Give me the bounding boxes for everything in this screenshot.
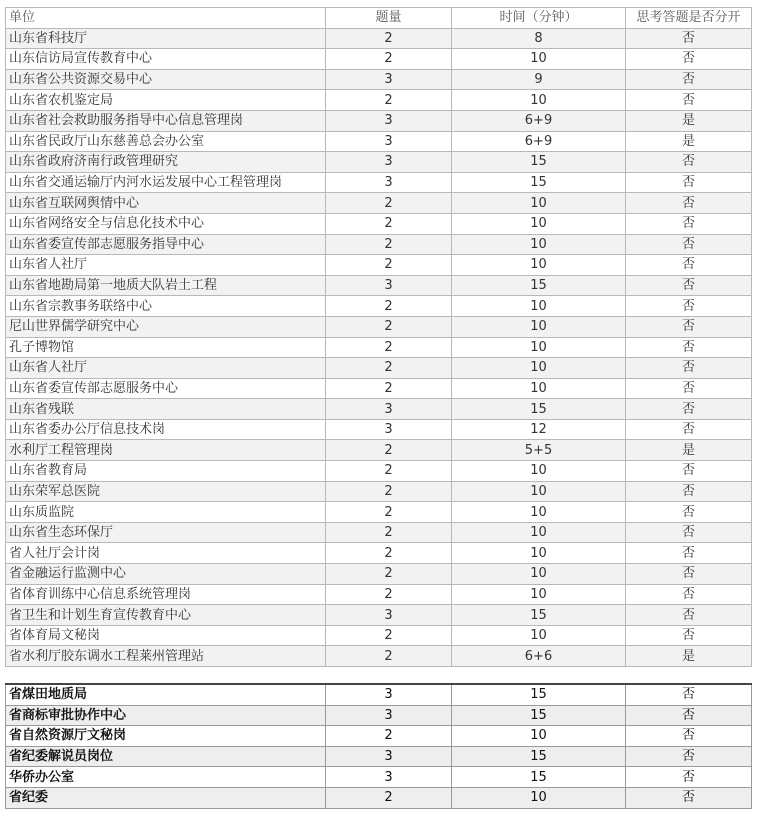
cell-questions: 2 <box>326 584 452 605</box>
cell-questions: 3 <box>326 746 452 767</box>
cell-split: 否 <box>626 275 752 296</box>
cell-unit: 华侨办公室 <box>6 767 326 788</box>
cell-split: 否 <box>626 584 752 605</box>
table-row <box>6 440 752 461</box>
cell-questions: 2 <box>326 90 452 111</box>
table-row <box>6 705 752 726</box>
cell-time: 8 <box>452 28 626 49</box>
cell-time: 10 <box>452 193 626 214</box>
cell-unit: 山东省交通运输厅内河水运发展中心工程管理岗 <box>6 172 326 193</box>
cell-time: 10 <box>452 584 626 605</box>
cell-unit: 山东省委宣传部志愿服务指导中心 <box>6 234 326 255</box>
cell-questions: 3 <box>326 419 452 440</box>
cell-unit: 山东省社会救助服务指导中心信息管理岗 <box>6 110 326 131</box>
cell-split: 否 <box>626 746 752 767</box>
cell-time: 6+9 <box>452 110 626 131</box>
cell-unit: 山东省科技厅 <box>6 28 326 49</box>
cell-time: 6+6 <box>452 646 626 667</box>
cell-unit: 山东省人社厅 <box>6 358 326 379</box>
table-row <box>6 605 752 626</box>
table-row <box>6 90 752 111</box>
cell-unit: 省自然资源厅文秘岗 <box>6 726 326 747</box>
table-row <box>6 584 752 605</box>
cell-time: 9 <box>452 69 626 90</box>
table-row <box>6 234 752 255</box>
cell-split: 否 <box>626 28 752 49</box>
cell-split: 否 <box>626 90 752 111</box>
cell-questions: 2 <box>326 337 452 358</box>
cell-questions: 3 <box>326 684 452 705</box>
table-row <box>6 543 752 564</box>
cell-questions: 3 <box>326 152 452 173</box>
cell-questions: 3 <box>326 275 452 296</box>
cell-unit: 山东省地勘局第一地质大队岩土工程 <box>6 275 326 296</box>
cell-questions: 2 <box>326 440 452 461</box>
cell-split: 否 <box>626 461 752 482</box>
cell-split: 否 <box>626 787 752 808</box>
cell-time: 15 <box>452 605 626 626</box>
table-row <box>6 461 752 482</box>
cell-unit: 山东省委宣传部志愿服务中心 <box>6 378 326 399</box>
cell-questions: 2 <box>326 213 452 234</box>
table-row <box>6 522 752 543</box>
cell-questions: 2 <box>326 378 452 399</box>
table-row <box>6 358 752 379</box>
cell-time: 10 <box>452 90 626 111</box>
cell-questions: 2 <box>326 787 452 808</box>
cell-split: 否 <box>626 767 752 788</box>
cell-time: 10 <box>452 49 626 70</box>
cell-questions: 3 <box>326 172 452 193</box>
table-row <box>6 275 752 296</box>
cell-time: 10 <box>452 461 626 482</box>
cell-questions: 2 <box>326 646 452 667</box>
cell-questions: 2 <box>326 502 452 523</box>
cell-split: 否 <box>626 625 752 646</box>
cell-unit: 山东信访局宣传教育中心 <box>6 49 326 70</box>
interview-table <box>5 7 752 667</box>
table-row <box>6 564 752 585</box>
cell-unit: 山东省残联 <box>6 399 326 420</box>
cell-split: 否 <box>626 69 752 90</box>
cell-unit: 山东荣军总医院 <box>6 481 326 502</box>
cell-questions: 2 <box>326 625 452 646</box>
cell-time: 5+5 <box>452 440 626 461</box>
interview-table-2 <box>5 683 752 809</box>
cell-questions: 2 <box>326 28 452 49</box>
cell-split: 是 <box>626 646 752 667</box>
cell-split: 否 <box>626 337 752 358</box>
cell-time: 10 <box>452 213 626 234</box>
cell-time: 10 <box>452 296 626 317</box>
cell-questions: 2 <box>326 564 452 585</box>
header-questions: 题量 <box>326 8 452 29</box>
cell-split: 是 <box>626 131 752 152</box>
table-row <box>6 213 752 234</box>
cell-unit: 省商标审批协作中心 <box>6 705 326 726</box>
table-row <box>6 746 752 767</box>
cell-time: 10 <box>452 481 626 502</box>
cell-questions: 2 <box>326 543 452 564</box>
cell-split: 否 <box>626 502 752 523</box>
cell-time: 10 <box>452 543 626 564</box>
cell-time: 10 <box>452 726 626 747</box>
cell-unit: 省水利厅胶东调水工程莱州管理站 <box>6 646 326 667</box>
cell-time: 15 <box>452 705 626 726</box>
cell-time: 15 <box>452 152 626 173</box>
cell-time: 15 <box>452 767 626 788</box>
table-row <box>6 767 752 788</box>
cell-unit: 山东省网络安全与信息化技术中心 <box>6 213 326 234</box>
cell-time: 10 <box>452 337 626 358</box>
cell-questions: 3 <box>326 110 452 131</box>
table-row <box>6 684 752 705</box>
cell-time: 10 <box>452 234 626 255</box>
table-row <box>6 49 752 70</box>
cell-unit: 山东省公共资源交易中心 <box>6 69 326 90</box>
cell-unit: 山东质监院 <box>6 502 326 523</box>
cell-questions: 2 <box>326 522 452 543</box>
cell-unit: 省体育局文秘岗 <box>6 625 326 646</box>
cell-unit: 省纪委 <box>6 787 326 808</box>
cell-questions: 2 <box>326 358 452 379</box>
cell-time: 15 <box>452 746 626 767</box>
cell-time: 15 <box>452 684 626 705</box>
table-row <box>6 172 752 193</box>
cell-unit: 孔子博物馆 <box>6 337 326 358</box>
table-row <box>6 502 752 523</box>
table-row <box>6 726 752 747</box>
table-row <box>6 787 752 808</box>
cell-time: 15 <box>452 172 626 193</box>
cell-split: 否 <box>626 255 752 276</box>
cell-questions: 3 <box>326 605 452 626</box>
cell-unit: 省金融运行监测中心 <box>6 564 326 585</box>
cell-unit: 省煤田地质局 <box>6 684 326 705</box>
cell-split: 否 <box>626 543 752 564</box>
header-unit: 单位 <box>6 8 326 29</box>
cell-time: 10 <box>452 358 626 379</box>
cell-split: 否 <box>626 172 752 193</box>
cell-split: 否 <box>626 705 752 726</box>
cell-split: 否 <box>626 726 752 747</box>
table-row <box>6 152 752 173</box>
cell-time: 15 <box>452 275 626 296</box>
cell-time: 10 <box>452 255 626 276</box>
cell-questions: 3 <box>326 69 452 90</box>
cell-questions: 2 <box>326 234 452 255</box>
cell-split: 否 <box>626 316 752 337</box>
cell-questions: 3 <box>326 399 452 420</box>
cell-split: 否 <box>626 296 752 317</box>
cell-unit: 尼山世界儒学研究中心 <box>6 316 326 337</box>
cell-unit: 山东省委办公厅信息技术岗 <box>6 419 326 440</box>
cell-unit: 山东省互联网舆情中心 <box>6 193 326 214</box>
table-row <box>6 419 752 440</box>
cell-questions: 3 <box>326 767 452 788</box>
table-row <box>6 378 752 399</box>
cell-time: 15 <box>452 399 626 420</box>
header-row <box>6 8 752 29</box>
cell-time: 10 <box>452 316 626 337</box>
cell-questions: 3 <box>326 131 452 152</box>
table-row <box>6 337 752 358</box>
cell-questions: 2 <box>326 49 452 70</box>
cell-questions: 2 <box>326 481 452 502</box>
cell-time: 10 <box>452 625 626 646</box>
cell-questions: 2 <box>326 316 452 337</box>
cell-unit: 山东省宗教事务联络中心 <box>6 296 326 317</box>
table-row <box>6 625 752 646</box>
table-row <box>6 296 752 317</box>
cell-questions: 2 <box>326 255 452 276</box>
cell-time: 12 <box>452 419 626 440</box>
header-time: 时间（分钟） <box>452 8 626 29</box>
cell-split: 否 <box>626 605 752 626</box>
cell-split: 是 <box>626 110 752 131</box>
cell-questions: 2 <box>326 193 452 214</box>
cell-split: 否 <box>626 213 752 234</box>
table-row <box>6 481 752 502</box>
table-row <box>6 28 752 49</box>
cell-split: 否 <box>626 419 752 440</box>
cell-split: 否 <box>626 522 752 543</box>
cell-split: 否 <box>626 481 752 502</box>
cell-time: 10 <box>452 502 626 523</box>
header-split: 思考答题是否分开 <box>626 8 752 29</box>
cell-questions: 3 <box>326 705 452 726</box>
cell-time: 10 <box>452 522 626 543</box>
table-row <box>6 193 752 214</box>
cell-unit: 山东省农机鉴定局 <box>6 90 326 111</box>
cell-unit: 山东省教育局 <box>6 461 326 482</box>
cell-unit: 山东省民政厅山东慈善总会办公室 <box>6 131 326 152</box>
cell-split: 是 <box>626 440 752 461</box>
cell-time: 10 <box>452 378 626 399</box>
table-row <box>6 316 752 337</box>
cell-split: 否 <box>626 234 752 255</box>
table-row <box>6 399 752 420</box>
cell-unit: 山东省生态环保厅 <box>6 522 326 543</box>
cell-unit: 山东省人社厅 <box>6 255 326 276</box>
cell-split: 否 <box>626 378 752 399</box>
cell-split: 否 <box>626 49 752 70</box>
cell-questions: 2 <box>326 296 452 317</box>
cell-unit: 省体育训练中心信息系统管理岗 <box>6 584 326 605</box>
table-row <box>6 69 752 90</box>
cell-split: 否 <box>626 564 752 585</box>
cell-time: 10 <box>452 787 626 808</box>
cell-unit: 省纪委解说员岗位 <box>6 746 326 767</box>
table-row <box>6 110 752 131</box>
cell-unit: 山东省政府济南行政管理研究 <box>6 152 326 173</box>
cell-time: 6+9 <box>452 131 626 152</box>
cell-split: 否 <box>626 358 752 379</box>
cell-unit: 省人社厅会计岗 <box>6 543 326 564</box>
cell-split: 否 <box>626 684 752 705</box>
cell-questions: 2 <box>326 461 452 482</box>
cell-split: 否 <box>626 193 752 214</box>
table-row <box>6 255 752 276</box>
cell-unit: 水利厅工程管理岗 <box>6 440 326 461</box>
cell-time: 10 <box>452 564 626 585</box>
cell-unit: 省卫生和计划生育宣传教育中心 <box>6 605 326 626</box>
cell-split: 否 <box>626 152 752 173</box>
cell-split: 否 <box>626 399 752 420</box>
cell-questions: 2 <box>326 726 452 747</box>
table-row <box>6 646 752 667</box>
table-row <box>6 131 752 152</box>
